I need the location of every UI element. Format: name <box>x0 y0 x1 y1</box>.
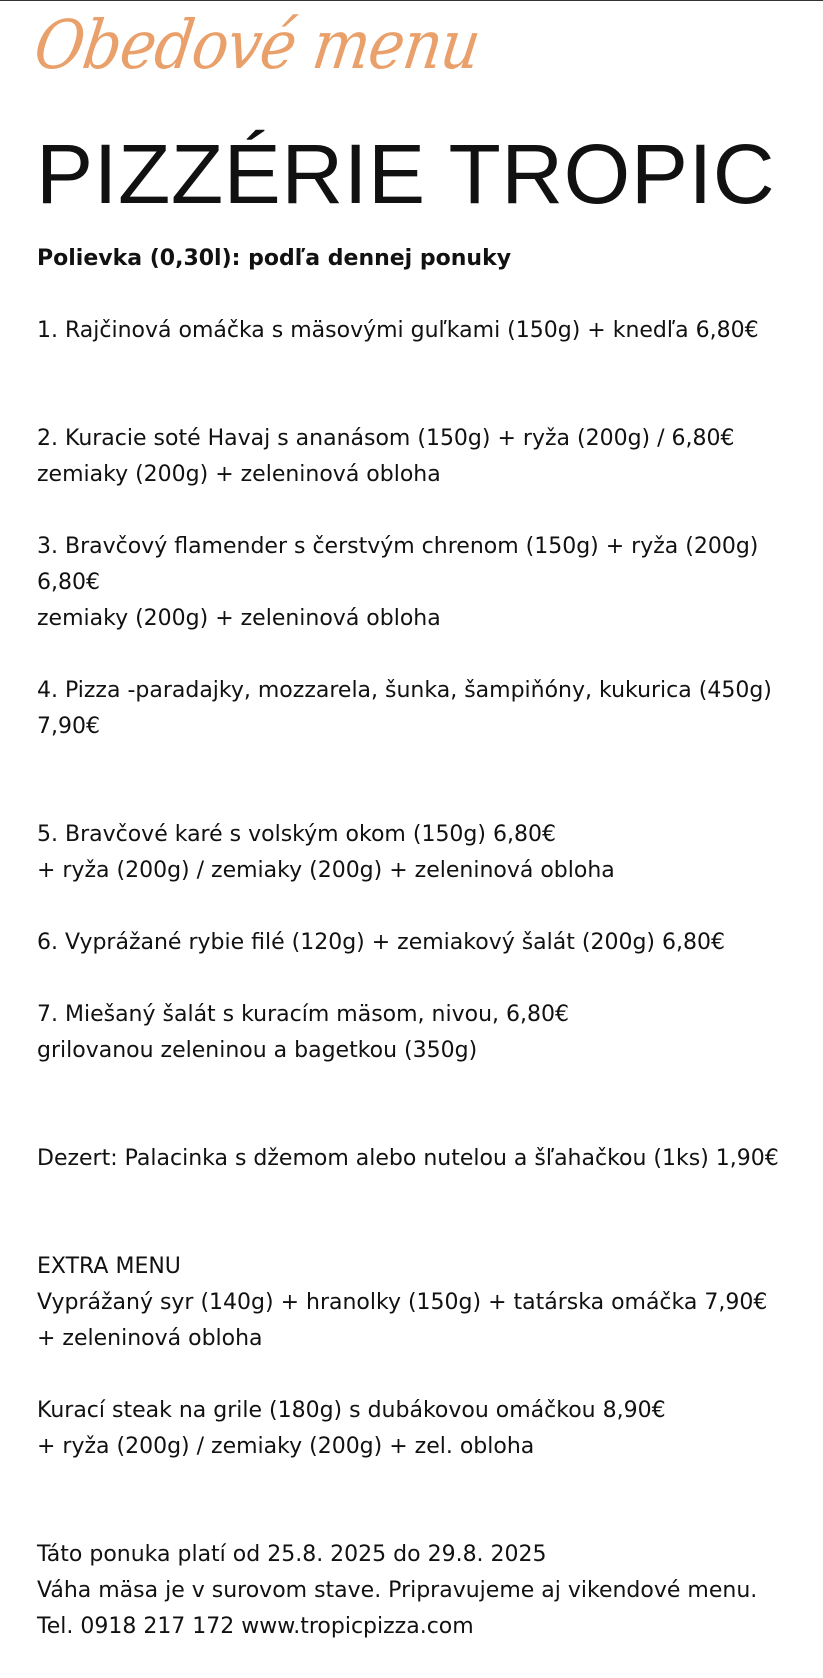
menu-item-3-line-2: 6,80€ <box>37 570 100 595</box>
top-border <box>0 0 823 1</box>
dessert-line: Dezert: Palacinka s džemom alebo nutelou a šľahačkou (1ks) 1,90€ <box>37 1146 779 1171</box>
spacer <box>37 1501 797 1537</box>
spacer <box>37 961 797 997</box>
spacer <box>37 493 797 529</box>
menu-item-3-line-1: 3. Bravčový flamender s čerstvým chrenom (150g) + ryža (200g) <box>37 534 759 559</box>
extra-menu-heading: EXTRA MENU <box>37 1254 181 1279</box>
spacer <box>37 745 797 781</box>
spacer <box>37 781 797 817</box>
menu-item-6-line-1: 6. Vyprážané rybie filé (120g) + zemiakový šalát (200g) 6,80€ <box>37 930 725 955</box>
menu-item-1-line-1: 1. Rajčinová omáčka s mäsovými guľkami (150g) + knedľa 6,80€ <box>37 318 759 343</box>
footer-contact: Tel. 0918 217 172 www.tropicpizza.com <box>37 1614 474 1639</box>
spacer <box>37 385 797 421</box>
footer-validity: Táto ponuka platí od 25.8. 2025 do 29.8. 2025 <box>37 1542 547 1567</box>
menu-item-5-line-1: 5. Bravčové karé s volským okom (150g) 6,80€ <box>37 822 556 847</box>
menu-item-2-line-2: zemiaky (200g) + zeleninová obloha <box>37 462 441 487</box>
spacer <box>37 1105 797 1141</box>
spacer <box>37 277 797 313</box>
spacer <box>37 1465 797 1501</box>
menu-item-2-line-1: 2. Kuracie soté Havaj s ananásom (150g) + ryža (200g) / 6,80€ <box>37 426 735 451</box>
extra-item-2-line-2: + ryža (200g) / zemiaky (200g) + zel. obloha <box>37 1434 535 1459</box>
spacer <box>37 889 797 925</box>
spacer <box>37 1357 797 1393</box>
restaurant-title: PIZZÉRIE TROPIC <box>36 127 776 221</box>
spacer <box>37 1213 797 1249</box>
footer-note: Váha mäsa je v surovom stave. Pripravujeme aj vikendové menu. <box>37 1578 758 1603</box>
soup-line: Polievka (0,30l): podľa dennej ponuky <box>37 246 512 271</box>
extra-item-1-line-2: + zeleninová obloha <box>37 1326 263 1351</box>
menu-item-5-line-2: + ryža (200g) / zemiaky (200g) + zeleninová obloha <box>37 858 615 883</box>
spacer <box>37 1177 797 1213</box>
extra-item-1-line-1: Vyprážaný syr (140g) + hranolky (150g) + tatárska omáčka 7,90€ <box>37 1290 768 1315</box>
spacer <box>37 1069 797 1105</box>
menu-item-3-line-3: zemiaky (200g) + zeleninová obloha <box>37 606 441 631</box>
menu-item-7-line-2: grilovanou zeleninou a bagetkou (350g) <box>37 1038 478 1063</box>
menu-script-title: Obedové menu <box>29 6 485 85</box>
menu-item-7-line-1: 7. Miešaný šalát s kuracím mäsom, nivou, 6,80€ <box>37 1002 569 1027</box>
spacer <box>37 637 797 673</box>
extra-item-2-line-1: Kurací steak na grile (180g) s dubákovou omáčkou 8,90€ <box>37 1398 666 1423</box>
spacer <box>37 349 797 385</box>
menu-item-4-line-1: 4. Pizza -paradajky, mozzarela, šunka, šampiňóny, kukurica (450g) <box>37 678 772 703</box>
menu-item-4-line-2: 7,90€ <box>37 714 100 739</box>
menu-content <box>37 241 797 1645</box>
